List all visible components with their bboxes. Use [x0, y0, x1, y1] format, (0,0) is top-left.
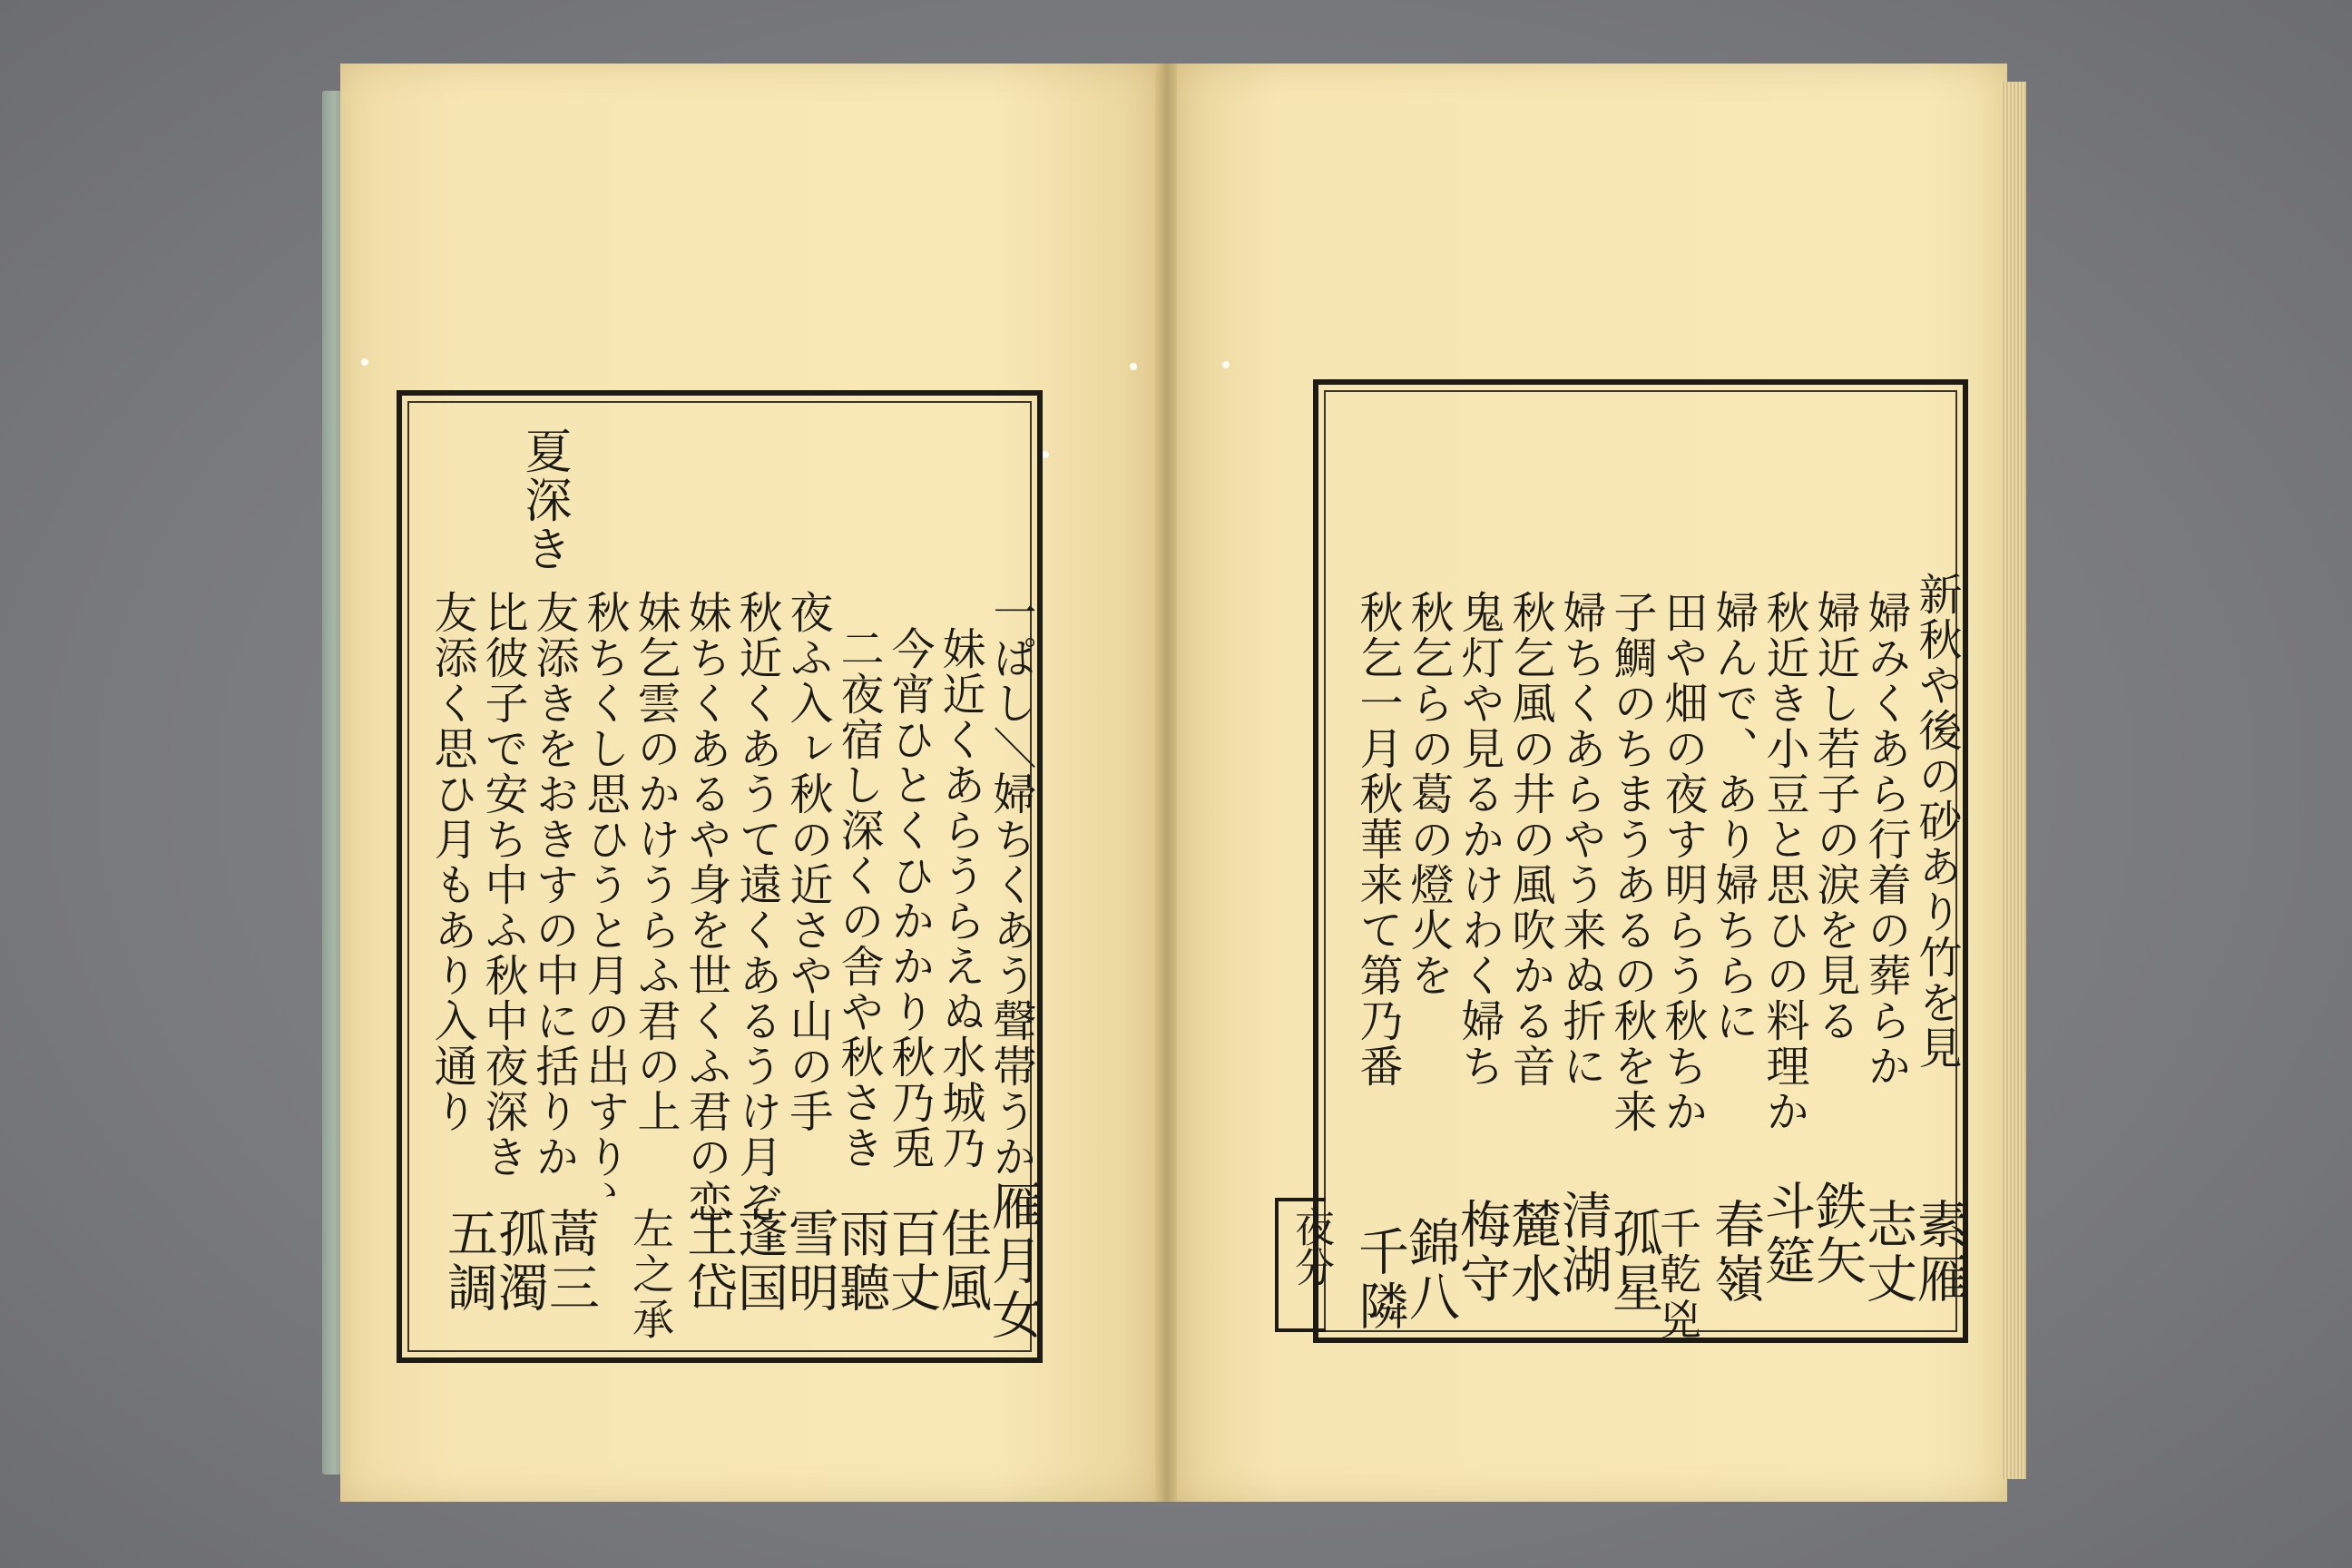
poem-line: 夜ふ入ㇾ秋の近さや山の手 [782, 590, 833, 1134]
paper-speck [1130, 363, 1137, 370]
author-name: 梅守 [1452, 1198, 1511, 1307]
poem-line: 婦みくあら行着の葬らか [1860, 590, 1911, 1089]
poem-line: 婦んで、あり婦ちらに [1708, 590, 1759, 1044]
author-name: 佳風 [933, 1207, 992, 1316]
author-name: 志丈 [1858, 1198, 1917, 1307]
poem-line: 秋近くあうて遠くあるうけ月ぞ [731, 590, 782, 1225]
author-name: 雪明 [780, 1207, 839, 1316]
poem-line: 秋近き小豆と思ひの料理か [1759, 590, 1809, 1134]
poem-line: 秋乞らの葛の燈火を [1403, 590, 1454, 998]
author-name: ゝ [585, 1171, 627, 1210]
poem-line: 婦近し若子の涙を見る [1809, 590, 1860, 1044]
poem-line: 妹ちくあるや身を世くふ君の恋 [681, 590, 731, 1225]
author-name: 雁月女 [984, 1180, 1043, 1343]
page-edges [2001, 82, 2026, 1479]
paper-speck [361, 358, 368, 366]
poem-line: 友添く思ひ月もあり入通り [426, 590, 477, 1134]
poem-line: 比彼子で安ち中ふ秋中夜深き [477, 590, 528, 1180]
poem-line: 秋乞一月秋華来て第乃番 [1352, 590, 1403, 1089]
book-gutter [1155, 64, 1179, 1502]
poem-line: 妹乞雲のかけうらふ君の上 [630, 590, 681, 1134]
author-name: 素雁 [1909, 1198, 1968, 1307]
author-name: 五調 [439, 1207, 498, 1316]
author-name: 蒿三 [541, 1207, 600, 1316]
poem-line: 子鯛のちまうあるの秋を来 [1606, 590, 1657, 1134]
author-name: 雨聽 [831, 1207, 890, 1316]
poem-line: 一ぱし＼婦ちくあう聲帯うか [985, 590, 1036, 1180]
author-name: 錦八 [1401, 1216, 1460, 1325]
author-name: 春嶺 [1706, 1198, 1765, 1307]
paper-speck [1042, 451, 1049, 458]
author-name: 麓水 [1503, 1198, 1562, 1307]
poem-line: 秋ちくし思ひうと月の出すり [579, 590, 630, 1180]
author-name: 斗筵 [1757, 1180, 1816, 1289]
poem-line: 新秋や後の砂あり竹を見 [1911, 572, 1962, 1071]
poem-line: 妹近くあらうらえぬ水城乃 [935, 626, 985, 1171]
author-name: 千隣 [1350, 1225, 1409, 1334]
paper-speck [1222, 361, 1230, 368]
author-name: 鉄矢 [1808, 1180, 1867, 1289]
author-name: 孤濁 [490, 1207, 549, 1316]
author-name: 左之承 [626, 1207, 675, 1343]
poem-line: 秋乞風の井の風吹かる音 [1504, 590, 1555, 1089]
poem-line: 鬼灯や見るかけわく婦ち [1454, 590, 1504, 1089]
author-name: 清湖 [1553, 1189, 1612, 1298]
author-name: 千乾兇 [1653, 1207, 1702, 1343]
poem-line: 田や畑の夜す明らう秋ちか [1657, 590, 1708, 1134]
poem-line: 今宵ひとくひかかり秋乃兎 [884, 626, 935, 1171]
poem-line: 二夜宿し深くの舎や秋さき [833, 626, 884, 1171]
poem-line: 友添きをおきすの中に括りか [528, 590, 579, 1180]
section-title: 夏深き [516, 426, 571, 573]
author-name: 孤星 [1604, 1207, 1663, 1316]
author-name: 蓬国 [730, 1207, 789, 1316]
poem-line: 婦ちくあらやう来ぬ折に [1555, 590, 1606, 1089]
author-name: 百丈 [882, 1207, 941, 1316]
side-margin-label: 夜分 [1288, 1207, 1334, 1287]
author-name: 王岱 [679, 1207, 738, 1316]
